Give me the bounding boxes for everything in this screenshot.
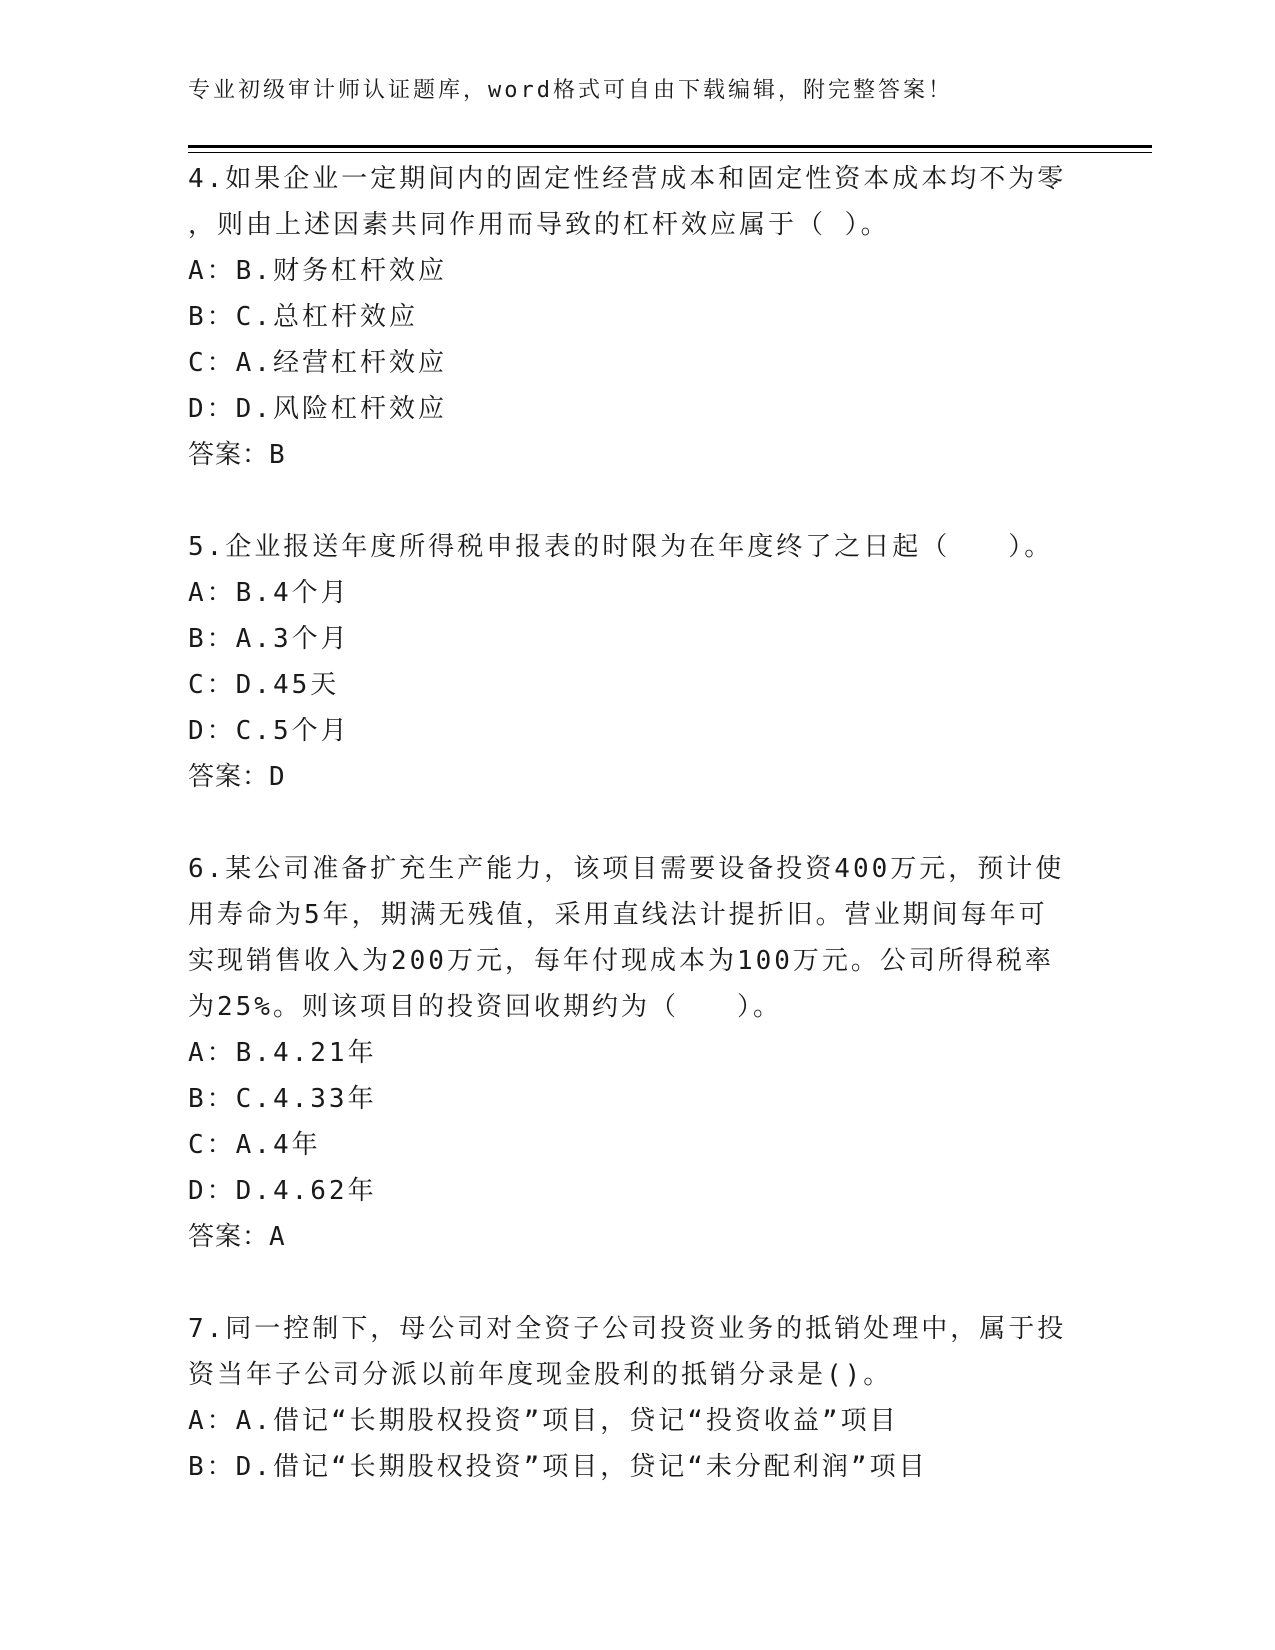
question-7 — [188, 1306, 1068, 1490]
option-c: C：A.4年 — [188, 1130, 321, 1160]
answer-label: 答案： — [188, 762, 270, 792]
answer-label: 答案： — [188, 1222, 270, 1252]
question-text-line: 资当年子公司分派以前年度现金股利的抵销分录是()。 — [188, 1360, 893, 1390]
answer-line — [188, 432, 1068, 478]
option-b: B：A.3个月 — [188, 624, 350, 654]
answer-value: D — [269, 762, 286, 792]
answer-value: B — [269, 440, 286, 470]
option-b: B：C.总杠杆效应 — [188, 302, 418, 332]
answer-label: 答案： — [188, 440, 270, 470]
answer-line — [188, 754, 1068, 800]
header-rule-thin — [188, 152, 1152, 153]
option-c: C：A.经营杠杆效应 — [188, 348, 447, 378]
question-4 — [188, 156, 1068, 478]
option-d: D：D.风险杠杆效应 — [188, 394, 447, 424]
question-text-line: 4.如果企业一定期间内的固定性经营成本和固定性资本成本均不为零 — [188, 164, 1067, 194]
question-text-line: 7.同一控制下，母公司对全资子公司投资业务的抵销处理中，属于投 — [188, 1314, 1067, 1344]
question-list — [188, 156, 1068, 1490]
option-a: A：B.4个月 — [188, 578, 350, 608]
option-b: B：C.4.33年 — [188, 1084, 377, 1114]
question-text-line: 用寿命为5年，期满无残值，采用直线法计提折旧。营业期间每年可 — [188, 900, 1048, 930]
question-text-line: 为25%。则该项目的投资回收期约为（ ）。 — [188, 992, 782, 1022]
question-6 — [188, 846, 1068, 1260]
option-d: D：C.5个月 — [188, 716, 350, 746]
page-header: 专业初级审计师认证题库，word格式可自由下载编辑，附完整答案！ — [188, 78, 953, 103]
question-spacer — [188, 478, 1068, 524]
option-d: D：D.4.62年 — [188, 1176, 377, 1206]
question-5 — [188, 524, 1068, 800]
question-text-line: 实现销售收入为200万元，每年付现成本为100万元。公司所得税率 — [188, 946, 1054, 976]
option-b: B：D.借记“长期股权投资”项目，贷记“未分配利润”项目 — [188, 1452, 928, 1482]
answer-value: A — [269, 1222, 286, 1252]
question-text-line: 6.某公司准备扩充生产能力，该项目需要设备投资400万元，预计使 — [188, 854, 1065, 884]
option-c: C：D.45天 — [188, 670, 340, 700]
question-text-line: 5.企业报送年度所得税申报表的时限为在年度终了之日起（ ）。 — [188, 532, 1054, 562]
option-a: A：B.4.21年 — [188, 1038, 377, 1068]
question-spacer — [188, 1260, 1068, 1306]
question-spacer — [188, 800, 1068, 846]
question-text-line: ，则由上述因素共同作用而导致的杠杆效应属于（ ）。 — [188, 210, 890, 240]
option-a: A：A.借记“长期股权投资”项目，贷记“投资收益”项目 — [188, 1406, 899, 1436]
answer-line — [188, 1214, 1068, 1260]
option-a: A：B.财务杠杆效应 — [188, 256, 447, 286]
header-rule-thick — [188, 145, 1152, 148]
